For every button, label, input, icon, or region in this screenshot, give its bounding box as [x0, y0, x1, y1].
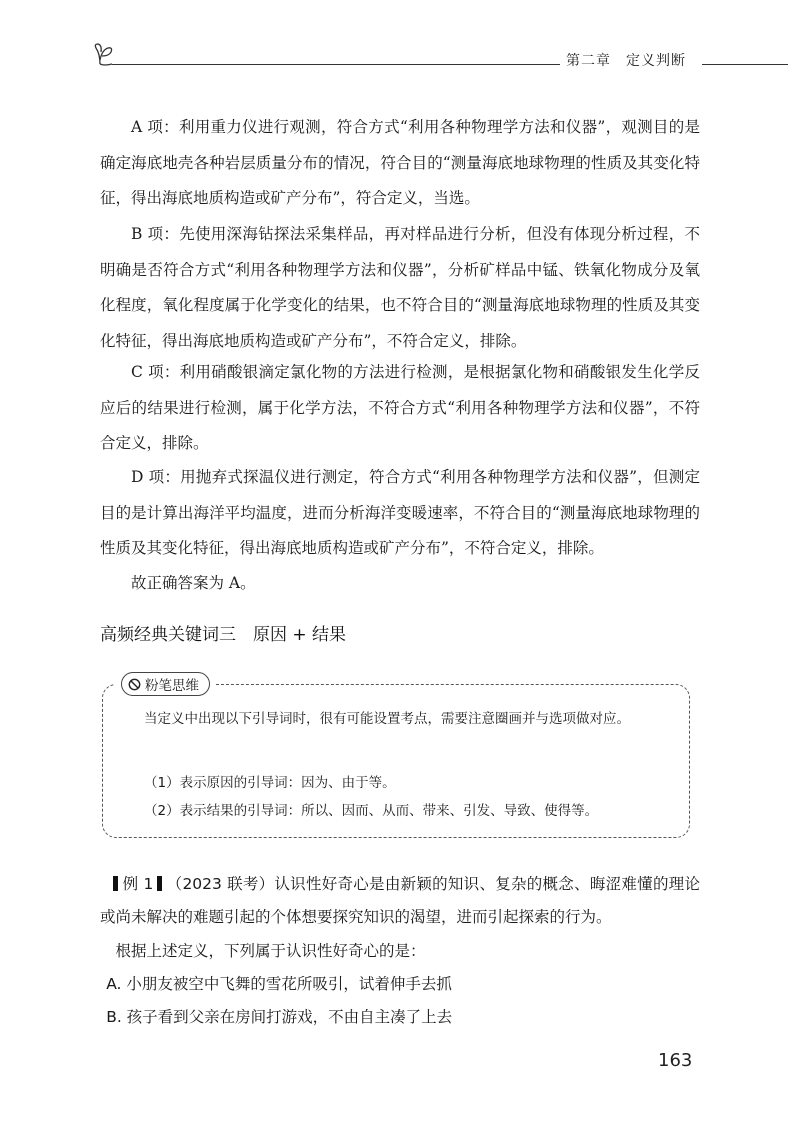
option-a-analysis: A 项：利用重力仪进行观测，符合方式“利用各种物理学方法和仪器”，观测目的是确定海底地壳各种岩层质量分布的情况，符合目的“测量海底地球物理的性质及其变化特征，得出海底地质构造或矿产分布”，符合定义，当选。 [100, 118, 700, 207]
header-rule-right [702, 64, 788, 65]
header-rule-left [112, 64, 632, 65]
choice-a: A. 小朋友被空中飞舞的雪花所吸引，试着伸手去抓 [106, 975, 452, 993]
bracket-right-mark [157, 876, 162, 891]
tip-tag [115, 672, 216, 696]
tip-item-cause: （1）表示原因的引导词：因为、由于等。 [144, 775, 396, 791]
tip-tag-label: 粉笔思维 [145, 678, 199, 694]
example-question: 根据上述定义，下列属于认识性好奇心的是： [115, 942, 426, 960]
example-text: （2023 联考）认识性好奇心是由新颖的知识、复杂的概念、晦涩难懂的理论或尚未解决的难题引起的个体想要探究知识的渴望，进而引起探索的行为。 [100, 875, 700, 926]
example-stem [100, 868, 700, 934]
option-d-analysis: D 项：用抛弃式探温仪进行测定，符合方式“利用各种物理学方法和仪器”，但测定目的是计算出海洋平均温度，进而分析海洋变暖速率，不符合目的“测量海底地球物理的性质及其变化特征，得出海底地质构造或矿产分布”，不符合定义，排除。 [100, 468, 700, 557]
answer-line: 故正确答案为 A。 [131, 574, 256, 592]
example-label: 例 1 [122, 875, 154, 893]
page-header [92, 40, 782, 70]
option-c-analysis: C 项：利用硝酸银滴定氯化物的方法进行检测，是根据氯化物和硝酸银发生化学反应后的结果进行检测，属于化学方法，不符合方式“利用各种物理学方法和仪器”，不符合定义，排除。 [100, 363, 700, 452]
tip-box [102, 678, 690, 838]
page-number: 163 [658, 1050, 693, 1071]
slash-circle-icon [128, 678, 141, 691]
chapter-title: 第二章 定义判断 [560, 50, 694, 70]
bracket-left-mark [113, 876, 118, 891]
tip-item-result: （2）表示结果的引导词：所以、因而、从而、带来、引发、导致、使得等。 [144, 803, 599, 819]
tip-intro: 当定义中出现以下引导词时，很有可能设置考点，需要注意圈画并与选项做对应。 [144, 711, 630, 727]
section-title: 高频经典关键词三 原因 + 结果 [100, 625, 347, 645]
option-b-analysis: B 项：先使用深海钻探法采集样品，再对样品进行分析，但没有体现分析过程，不明确是否符合方式“利用各种物理学方法和仪器”，分析矿样品中锰、铁氧化物成分及氧化程度，氧化程度属于化学变化的结果，也不符合目的“测量海底地球物理的性质及其变化特征，得出海底地质构造或矿产分布”，不符合定义，排除。 [100, 225, 700, 350]
choice-b: B. 孩子看到父亲在房间打游戏，不由自主凑了上去 [106, 1008, 453, 1026]
